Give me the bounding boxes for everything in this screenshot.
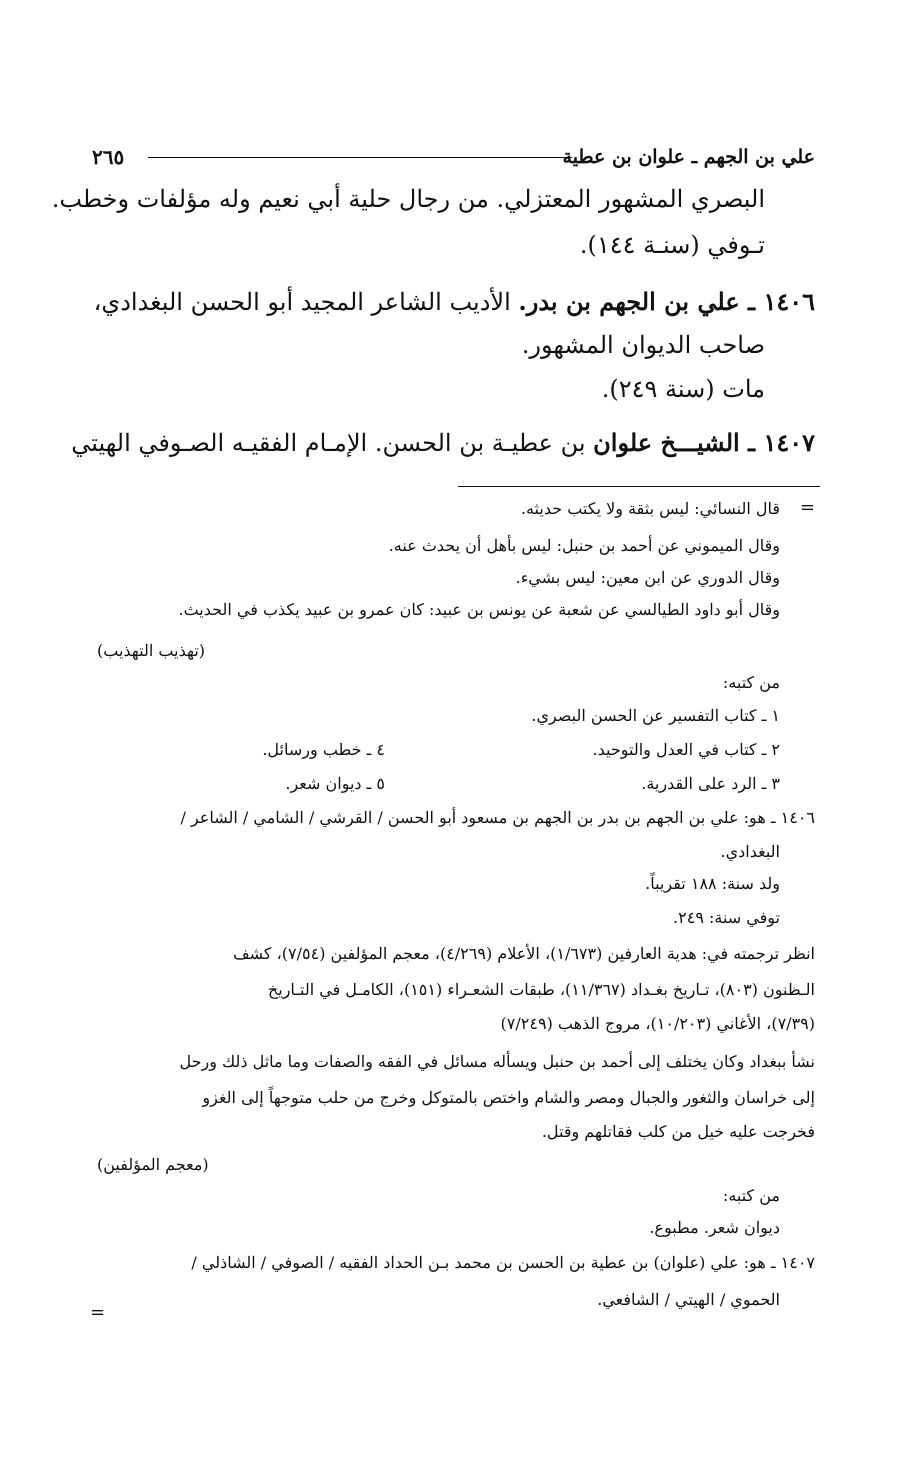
footnote-line: من كتبه: [722,673,780,692]
entry-1406-text: الأديب الشاعر المجيد أبو الحسن البغدادي، [93,288,519,316]
footnote-line: نشأ ببغداد وكان يختلف إلى أحمد بن حنبل ويسأله مسائل في الفقه والصفات وما ماثل ذلك ورحل [179,1052,815,1071]
page-number: ٢٦٥ [92,145,125,169]
footnote-list-item: ١ ـ كتاب التفسير عن الحسن البصري. [531,706,780,725]
footnote-line: وقال أبو داود الطيالسي عن شعبة عن يونس بن عبيد: كان عمرو بن عبيد يكذب في الحديث. [178,600,780,619]
footnote-line: وقال الميموني عن أحمد بن حنبل: ليس بأهل أن يحدث عنه. [388,536,780,555]
footnote-line: وقال الدوري عن ابن معين: ليس بشيء. [515,568,780,587]
footnote-entry-1406: ١٤٠٦ ـ هو: علي بن الجهم بن بدر بن الجهم بن مسعود أبو الحسن / القرشي / الشامي / الشاعر / [180,808,815,827]
footnote-rule [458,486,820,487]
main-text-line: مات (سنة ٢٤٩). [601,375,765,403]
footnote-line: قال النسائي: ليس بثقة ولا يكتب حديثه. [520,499,780,518]
header-rule [148,157,572,158]
entry-1407-heading: ١٤٠٧ ـ الشيـــخ علوان [593,428,815,457]
footnote-line: ديوان شعر. مطبوع. [649,1218,780,1237]
footnote-line: الـظنون (٨٠٣)، تـاريخ بغـداد (١١/٣٦٧)، طبقات الشعـراء (١٥١)، الكامـل في التـاريخ [267,980,815,999]
footnote-line: الحموي / الهيتي / الشافعي. [597,1290,780,1309]
main-text-line: صاحب الديوان المشهور. [521,331,765,359]
footnote-source: (معجم المؤلفين) [97,1155,209,1174]
entry-1406 [94,287,815,316]
footnote-line: انظر ترجمته في: هدية العارفين (١/٦٧٣)، الأعلام (٤/٢٦٩)، معجم المؤلفين (٧/٥٤)، كشف [233,944,815,963]
main-text-line: تـوفي (سنـة ١٤٤). [579,231,765,259]
main-text-line: البصري المشهور المعتزلي. من رجال حلية أبي نعيم وله مؤلفات وخطب. [51,185,765,213]
footnote-list-item: ٢ ـ كتاب في العدل والتوحيد. [592,740,780,759]
footnote-continuation-mark: = [799,497,815,518]
footnote-line: (٧/٣٩)، الأغاني (١٠/٢٠٣)، مروج الذهب (٧/٢٤٩) [500,1014,815,1033]
footnote-continuation-mark: = [90,1302,106,1323]
footnote-list-item: ٤ ـ خطب ورسائل. [262,740,385,759]
entry-1407 [71,428,815,457]
footnote-line: من كتبه: [722,1186,780,1205]
footnote-list-item: ٥ ـ ديوان شعر. [285,774,385,793]
entry-1407-text: بن عطيـة بن الحسن. الإمـام الفقيـه الصـوفي الهيتي [71,429,594,457]
entry-1406-heading: ١٤٠٦ ـ علي بن الجهم بن بدر. [518,287,815,316]
footnote-entry-1407: ١٤٠٧ ـ هو: علي (علوان) بن عطية بن الحسن بن محمد بـن الحداد الفقيه / الصوفي / الشاذلي / [191,1253,815,1272]
footnote-line: البغدادي. [720,842,780,861]
footnote-list-item: ٣ ـ الرد على القدرية. [641,774,780,793]
running-header-title: علي بن الجهم ـ علوان بن عطية [562,146,815,168]
footnote-line: فخرجت عليه خيل من كلب فقاتلهم وقتل. [541,1122,815,1141]
footnote-line: توفي سنة: ٢٤٩. [673,908,780,927]
footnote-source: (تهذيب التهذيب) [97,641,206,660]
footnote-line: إلى خراسان والثغور والجبال ومصر والشام واختص بالمتوكل وخرج من حلب متوجهاً إلى الغزو [202,1088,815,1107]
footnote-line: ولد سنة: ١٨٨ تقريباً. [645,874,780,893]
